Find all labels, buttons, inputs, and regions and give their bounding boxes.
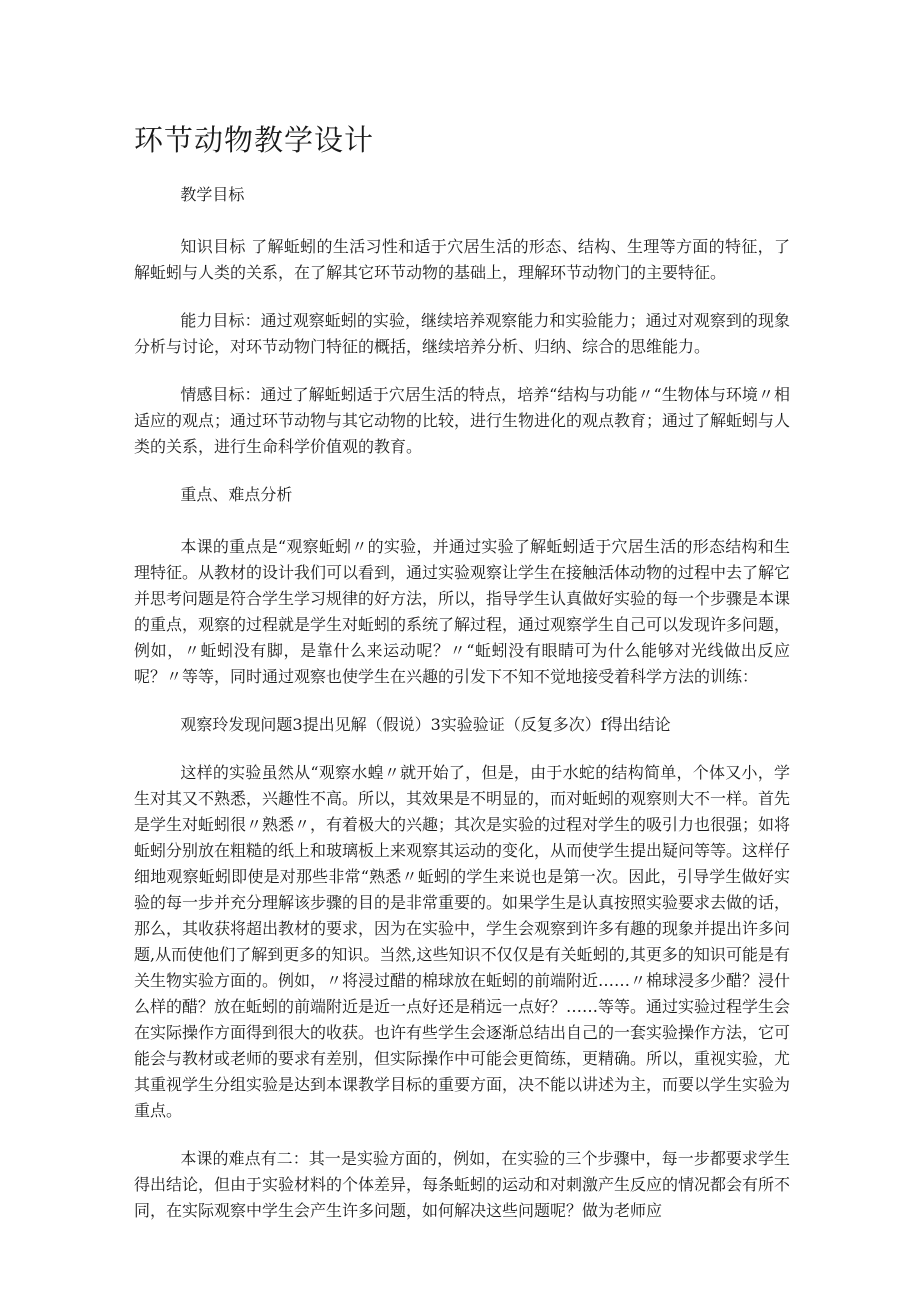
paragraph-method-flow: 观察玲发现问题3提出见解（假说）3实验验证（反复多次）f得出结论	[180, 715, 671, 734]
paragraph-knowledge-goal: 知识目标 了解蚯蚓的生活习性和适于穴居生活的形态、结构、生理等方面的特征，了解蚯蚓与人类的关系，在了解其它环节动物的基础上，理解环节动物门的主要特征。	[134, 237, 790, 282]
document-title: 环节动物教学设计	[134, 123, 375, 157]
section-heading-key-points: 重点、难点分析	[180, 485, 293, 504]
paragraph-experiment-discussion: 这样的实验虽然从“观察水蝗〃就开始了，但是，由于水蛇的结构简单，个体又小，学生对其又不熟悉，兴趣性不高。所以，其效果是不明显的，而对蚯蚓的观察则大不一样。首先是学生对蚯蚓很〃熟悉〃，有着极大的兴趣；其次是实验的过程对学生的吸引力也很强；如将蚯蚓分别放在粗糙的纸上和玻璃板上来观察其运动的变化，从而使学生提出疑问等等。这样仔细地观察蚯蚓即使是对那些非常“熟悉〃蚯蚓的学生来说也是第一次。因此，引导学生做好实验的每一步并充分理解该步骤的目的是非常重要的。如果学生是认真按照实验要求去做的话，那么，其收获将超出教材的要求，因为在实验中，学生会观察到许多有趣的现象并提出许多问题,从而使他们了解到更多的知识。当然,这些知识不仅仅是有关蚯蚓的,其更多的知识可能是有关生物实验方面的。例如，〃将浸过醋的棉球放在蚯蚓的前端附近……〃棉球浸多少醋？浸什么样的醋？放在蚯蚓的前端附近是近一点好还是稍远一点好？……等等。通过实验过程学生会在实际操作方面得到很大的收获。也许有些学生会逐渐总结出自己的一套实验操作方法，它可能会与教材或老师的要求有差别，但实际操作中可能会更简练，更精确。所以，重视实验，尤其重视学生分组实验是达到本课教学目标的重要方面，决不能以讲述为主，而要以学生实验为重点。	[134, 763, 791, 1120]
paragraph-ability-goal: 能力目标：通过观察蚯蚓的实验，继续培养观察能力和实验能力；通过对观察到的现象分析与讨论，对环节动物门特征的概括，继续培养分析、归纳、综合的思维能力。	[134, 311, 790, 356]
paragraph-emotion-goal: 情感目标：通过了解蚯蚓适于穴居生活的特点，培养“结构与功能〃“生物体与环境〃相适应的观点；通过环节动物与其它动物的比较，进行生物进化的观点教育；通过了解蚯蚓与人类的关系，进行生命科学价值观的教育。	[134, 385, 791, 456]
paragraph-difficulties: 本课的难点有二：其一是实验方面的，例如，在实验的三个步骤中，每一步都要求学生得出结论，但由于实验材料的个体差异，每条蚯蚓的运动和对刺激产生反应的情况都会有所不同，在实际观察中学生会产生许多问题，如何解决这些问题呢？做为老师应	[134, 1149, 791, 1220]
document-body	[134, 182, 790, 1246]
section-heading-teaching-goals: 教学目标	[180, 185, 245, 204]
paragraph-key-point: 本课的重点是“观察蚯蚓〃的实验，并通过实验了解蚯蚓适于穴居生活的形态结构和生理特征。从教材的设计我们可以看到，通过实验观察让学生在接触活体动物的过程中去了解它并思考问题是符合学生学习规律的好方法，所以，指导学生认真做好实验的每一个步骤是本课的重点，观察的过程就是学生对蚯蚓的系统了解过程，通过观察学生自己可以发现许多问题，例如，〃蚯蚓没有脚，是靠什么来运动呢？〃“蚯蚓没有眼睛可为什么能够对光线做出反应呢？〃等等，同时通过观察也使学生在兴趣的引发下不知不觉地接受着科学方法的训练：	[134, 537, 791, 686]
